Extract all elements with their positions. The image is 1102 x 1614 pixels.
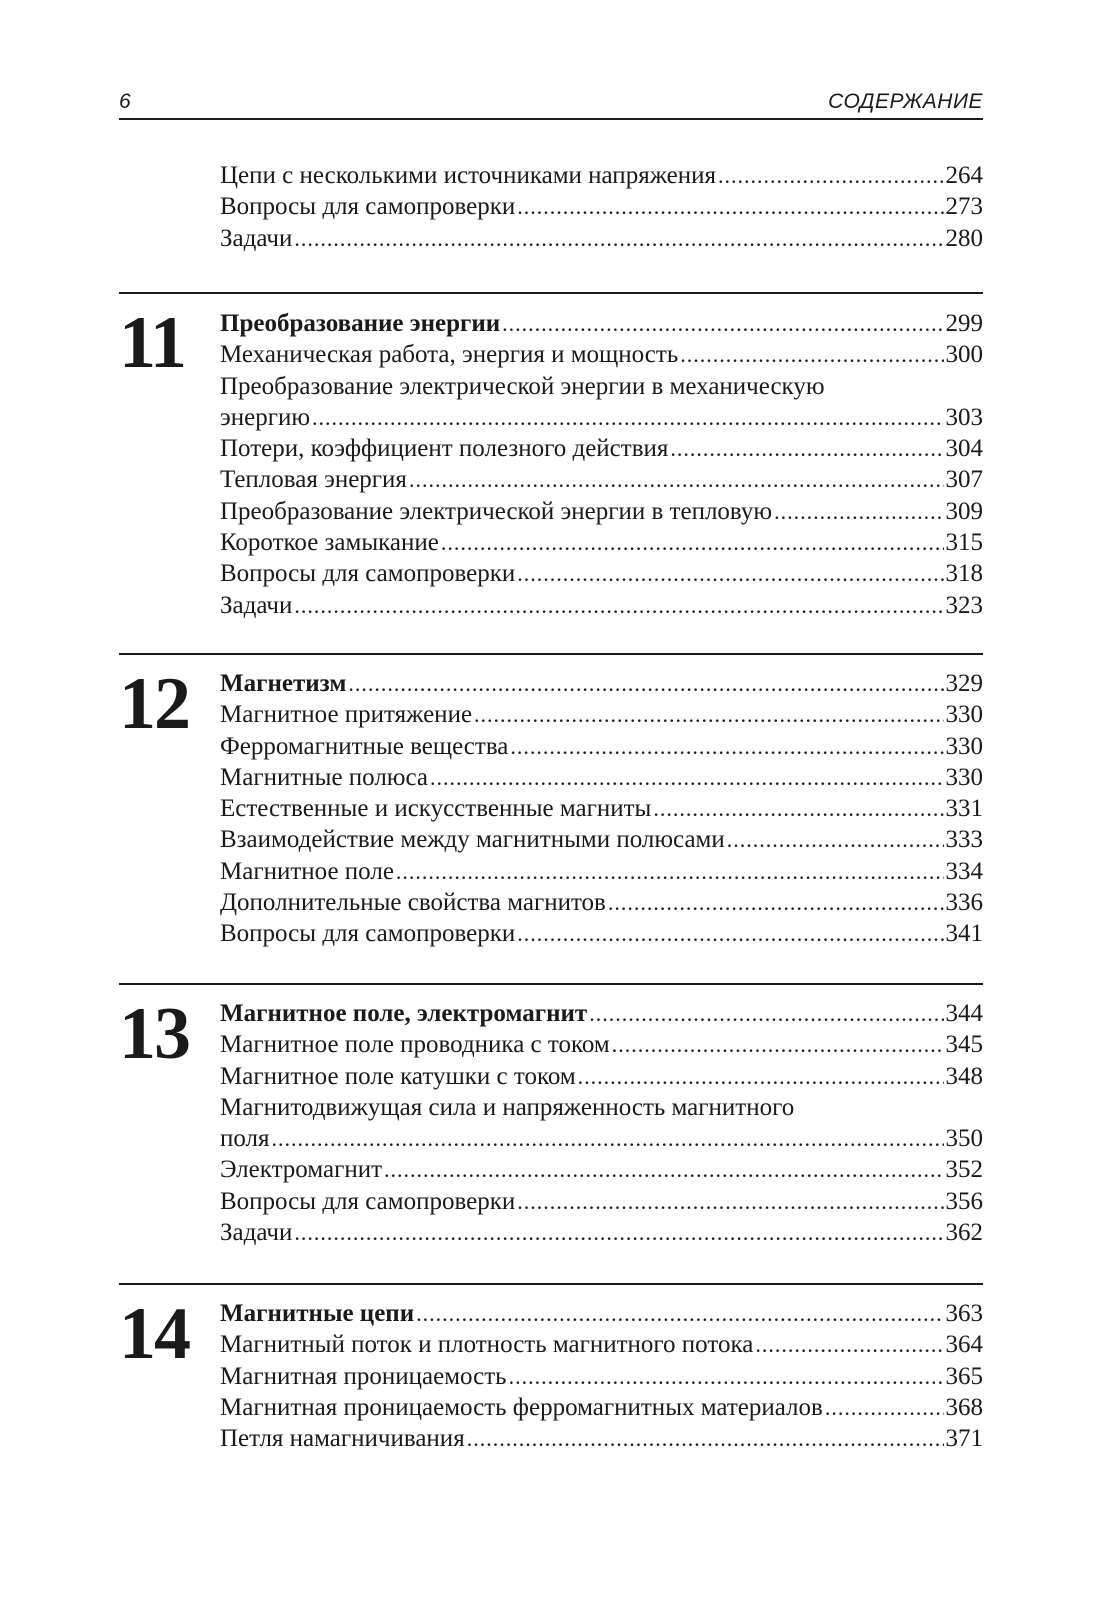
toc-entry: Магнитная проницаемость ..... 365 [220,1361,983,1392]
toc-continued [119,160,983,260]
chapter-title: Магнитные цепи ..... 363 [220,1298,983,1329]
toc-entry: Задачи ..... 323 [220,590,983,621]
toc-entry: Магнитодвижущая сила и напряженность магнитного поля ..... 350 [220,1092,983,1155]
toc-entry: Ферромагнитные вещества ..... 330 [220,731,983,762]
toc-entry: Механическая работа, энергия и мощность ..... 300 [220,339,983,370]
chapter-title: Преобразование энергии ..... 299 [220,308,983,339]
toc-entry: Преобразование электрической энергии в механическую энергию ..... 303 [220,371,983,434]
toc-entry: Магнитное поле ..... 334 [220,856,983,887]
chapter-title: Магнетизм ..... 329 [220,668,983,699]
toc-entry: Магнитное поле катушки с током ..... 348 [220,1061,983,1092]
toc-entry: Тепловая энергия ..... 307 [220,464,983,495]
chapter-number: 14 [119,1293,189,1375]
toc-entry: Вопросы для самопроверки ..... 356 [220,1186,983,1217]
chapter-14 [119,1283,983,1465]
chapter-12 [119,653,983,955]
toc-entry: Короткое замыкание ..... 315 [220,527,983,558]
chapter-number: 12 [119,663,189,745]
section-title: СОДЕРЖАНИЕ [828,90,983,113]
toc-entry: Потери, коэффициент полезного действия ..... 304 [220,433,983,464]
toc-entry: Задачи ..... 362 [220,1217,983,1248]
toc-entry: Вопросы для самопроверки ..... 341 [220,918,983,949]
toc-entry: Вопросы для самопроверки ..... 273 [220,191,983,222]
toc-entry: Взаимодействие между магнитными полюсами ..... 333 [220,824,983,855]
toc-entry: Естественные и искусственные магниты ..... 331 [220,793,983,824]
toc-entry: Магнитное поле проводника с током ..... 345 [220,1029,983,1060]
toc-entry: Петля намагничивания ..... 371 [220,1423,983,1454]
chapter-number: 11 [119,302,185,384]
toc-entry: Магнитная проницаемость ферромагнитных материалов ..... 368 [220,1392,983,1423]
chapter-number: 13 [119,993,189,1075]
toc-entry: Магнитный поток и плотность магнитного потока ..... 364 [220,1329,983,1360]
toc-entry: Электромагнит ..... 352 [220,1154,983,1185]
chapter-11 [119,292,983,624]
chapter-13 [119,983,983,1255]
toc-entry: Магнитные полюса ..... 330 [220,762,983,793]
toc-entry: Дополнительные свойства магнитов ..... 336 [220,887,983,918]
toc-entry: Магнитное притяжение ..... 330 [220,699,983,730]
page-number: 6 [119,90,131,113]
toc-entry: Вопросы для самопроверки ..... 318 [220,558,983,589]
chapter-title: Магнитное поле, электромагнит ..... 344 [220,998,983,1029]
toc-entry: Задачи ..... 280 [220,223,983,254]
toc-entry: Преобразование электрической энергии в тепловую ..... 309 [220,496,983,527]
toc-entry: Цепи с несколькими источниками напряжения ..... 264 [220,160,983,191]
running-head [119,90,983,120]
